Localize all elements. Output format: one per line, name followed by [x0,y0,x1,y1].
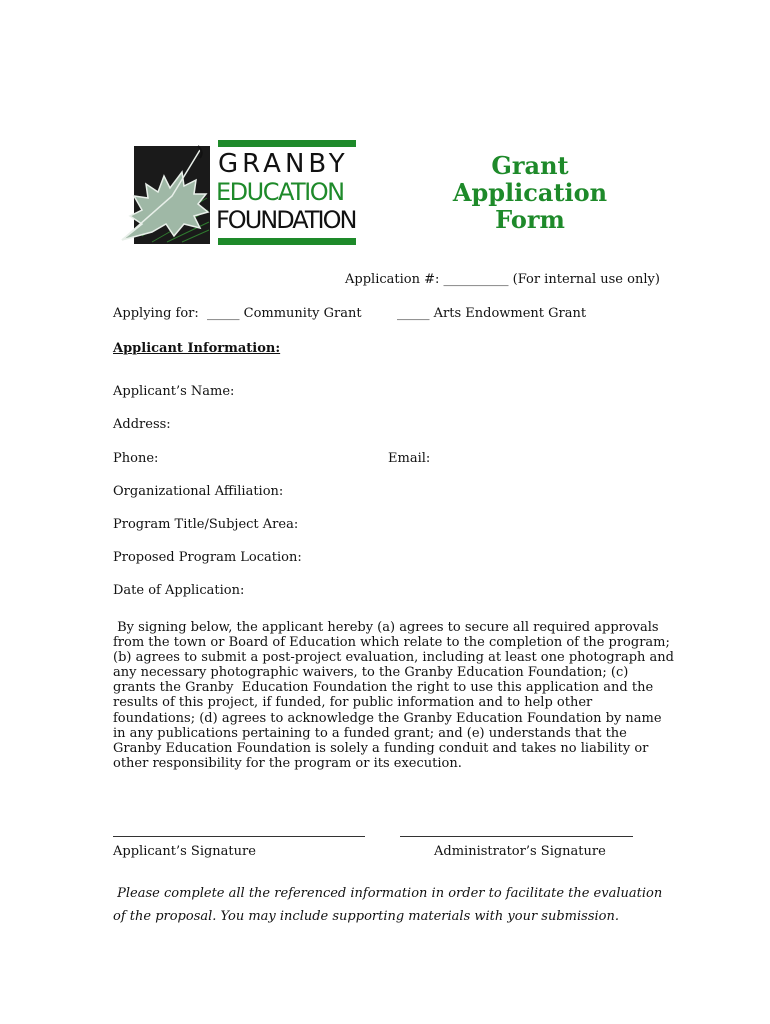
program-location-label: Proposed Program Location: [113,550,302,565]
address-label: Address: [113,417,171,432]
logo-line-education: EDUCATION [216,178,344,206]
logo-line-granby: GRANBY [218,149,349,179]
community-grant-option[interactable]: _____ Community Grant [207,306,362,321]
applying-for-label: Applying for: [113,306,199,321]
phone-label: Phone: [113,451,159,466]
form-title [440,152,620,233]
agreement-line: any necessary photographic waivers, to the Granby Education Foundation; (c) [113,665,629,681]
agreement-line: results of this project, if funded, for public information and to help other [113,695,593,711]
administrator-signature-line[interactable] [400,836,633,837]
program-title-label: Program Title/Subject Area: [113,517,299,532]
title-line-2: Application [452,178,608,207]
agreement-line: other responsibility for the program or its execution. [113,755,462,771]
submission-note-line-2: of the proposal. You may include supporting materials with your submission. [113,909,619,924]
application-number: Application #: __________ (For internal use only) [345,272,660,287]
submission-note-line-1: Please complete all the referenced information in order to facilitate the evaluation [113,886,663,901]
agreement-line: foundations; (d) agrees to acknowledge the Granby Education Foundation by name [113,710,662,726]
date-label: Date of Application: [113,583,245,598]
applicant-signature-line[interactable] [113,836,365,837]
agreement-line: Granby Education Foundation is solely a funding conduit and takes no liability or [113,740,649,756]
agreement-line: in any publications pertaining to a funded grant; and (e) understands that the [113,725,627,741]
agreement-line: from the town or Board of Education which relate to the completion of the program; [113,635,670,651]
foundation-logo [112,136,362,252]
title-line-3: Form [495,205,565,234]
logo-line-foundation: FOUNDATION [216,206,356,234]
section-heading: Applicant Information: [113,341,281,356]
administrator-signature-label: Administrator’s Signature [434,844,606,859]
applicant-signature-label: Applicant’s Signature [113,844,256,859]
agreement-line: grants the Granby Education Foundation the right to use this application and the [113,680,654,696]
affiliation-label: Organizational Affiliation: [113,484,284,499]
agreement-line: By signing below, the applicant hereby (a) agrees to secure all required approvals [113,620,659,635]
email-label: Email: [388,451,431,466]
agreement-paragraph [113,620,673,771]
applicant-name-label: Applicant’s Name: [113,384,235,399]
title-line-1: Grant [491,151,569,180]
arts-endowment-grant-option[interactable]: _____ Arts Endowment Grant [397,306,587,321]
agreement-line: (b) agrees to submit a post-project evaluation, including at least one photograph and [113,650,674,666]
